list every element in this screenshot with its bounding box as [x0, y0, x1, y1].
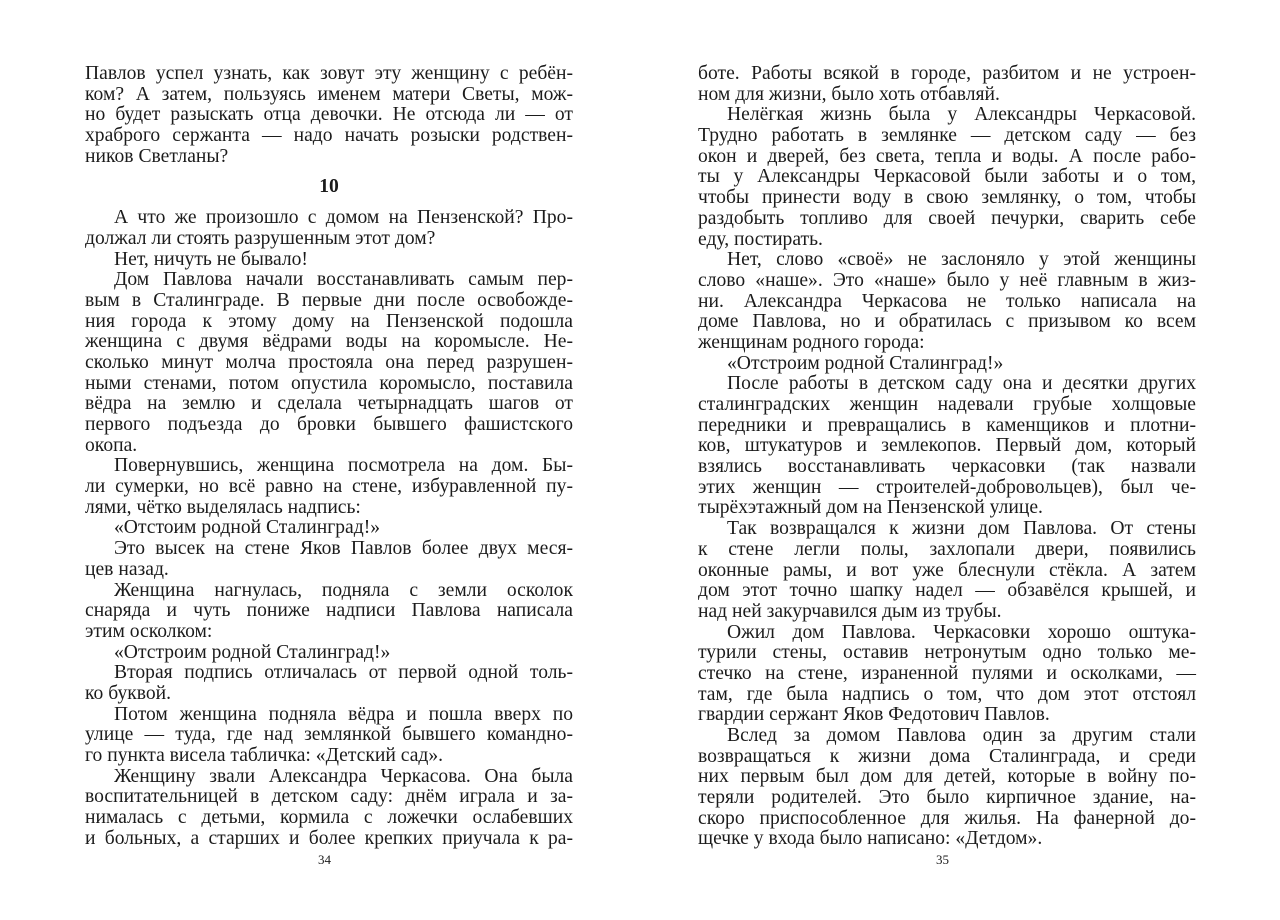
- text-line: ными стенами, потом опустила коромысло, поставила: [85, 372, 573, 394]
- text-line: турили стены, оставив нетронутым одно только ме-: [698, 642, 1196, 664]
- text-line: них первым был дом для детей, которые в войну по-: [698, 766, 1196, 788]
- text-line: ков, штукатуров и землекопов. Первый дом, который: [698, 435, 1196, 457]
- page-number-left: 34: [318, 852, 331, 867]
- text-line: еду, постирать.: [698, 228, 823, 250]
- text-line: ко буквой.: [85, 682, 172, 704]
- text-line: слово «наше». Это «наше» было у неё главным в жиз-: [698, 269, 1196, 291]
- text-line: ном для жизни, было хоть отбавляй.: [698, 83, 1000, 105]
- text-line: ников Светланы?: [85, 145, 229, 167]
- text-line: чтобы принести воду в свою землянку, о том, чтобы: [698, 187, 1196, 209]
- text-line: Повернувшись, женщина посмотрела на дом. Бы-: [114, 455, 573, 477]
- text-line: раздобыть топливо для своей печурки, сварить себе: [698, 207, 1196, 229]
- text-line: ния города к этому дому на Пензенской подошла: [85, 310, 573, 332]
- text-line: Так возвращался к жизни дом Павлова. От стены: [727, 518, 1196, 540]
- text-line: вёдра на землю и сделала четырнадцать шагов от: [85, 393, 573, 415]
- text-line: женщина с двумя вёдрами воды на коромысле. Не-: [85, 331, 573, 353]
- text-line: скоро приспособленное для жилья. На фанерной до-: [698, 807, 1196, 829]
- text-line: доме Павлова, но и обратилась с призывом ко всем: [698, 311, 1196, 333]
- text-line: вым в Сталинграде. В первые дни после освобожде-: [85, 289, 573, 311]
- text-line: к стене легли полы, захлопали двери, появились: [698, 538, 1196, 560]
- text-line: сколько минут молча простояла она перед разрушен-: [85, 351, 573, 373]
- text-line: Это высек на стене Яков Павлов более двух меся-: [114, 538, 573, 560]
- text-line: А что же произошло с домом на Пензенской? Про-: [114, 207, 573, 229]
- text-line: го пункта висела табличка: «Детский сад».: [85, 745, 444, 766]
- left-page-text: [85, 64, 573, 849]
- text-line: Женщину звали Александра Черкасова. Она была: [114, 765, 573, 787]
- text-line: щечке у входа было написано: «Детдом».: [698, 828, 1043, 850]
- text-line: передники и превращались в каменщиков и плотни-: [698, 414, 1196, 436]
- text-line: первого подъезда до бровки бывшего фашистского: [85, 414, 573, 435]
- text-line: храброго сержанта — надо начать розыски родствен-: [85, 125, 573, 147]
- right-page: [640, 0, 1280, 920]
- text-line: «Отстоим родной Сталинград!»: [114, 517, 381, 539]
- text-line: ком? А затем, пользуясь именем матери Светы, мож-: [85, 83, 573, 105]
- right-page-text: [698, 64, 1196, 850]
- page-number-right: 35: [936, 852, 949, 867]
- text-line: Женщина нагнулась, подняла с земли осколок: [114, 579, 573, 601]
- text-line: снаряда и чуть пониже надписи Павлова написала: [85, 600, 573, 622]
- text-line: ни. Александра Черкасова не только написала на: [698, 290, 1196, 312]
- text-line: боте. Работы всякой в городе, разбитом и не устроен-: [698, 63, 1196, 84]
- text-line: там, где была надпись о том, что дом этот отстоял: [698, 683, 1196, 705]
- text-line: Павлов успел узнать, как зовут эту женщину с ребён-: [85, 63, 573, 84]
- text-line: лями, чётко выделялась надпись:: [85, 496, 361, 518]
- text-line: После работы в детском саду она и десятки других: [727, 373, 1196, 395]
- text-line: женщинам родного города:: [698, 331, 925, 353]
- text-line: воспитательницей в детском саду: днём играла и за-: [85, 786, 573, 808]
- text-line: «Отстроим родной Сталинград!»: [727, 352, 1004, 374]
- text-line: Трудно работать в землянке — детском саду — без: [698, 125, 1196, 147]
- text-line: тырёхэтажный дом на Пензенской улице.: [698, 497, 1043, 519]
- text-line: улице — туда, где над землянкой бывшего командно-: [85, 724, 573, 746]
- text-line: Вторая подпись отличалась от первой одной толь-: [114, 662, 573, 684]
- text-line: должал ли стоять разрушенным этот дом?: [85, 227, 436, 249]
- text-line: гвардии сержант Яков Федотович Павлов.: [698, 704, 1050, 726]
- text-line: дом этот точно шапку надел — обзавёлся крышей, и: [698, 580, 1196, 602]
- text-line: над ней закурчавился дым из трубы.: [698, 600, 1002, 622]
- text-line: и больных, а старших и более крепких приучала к ра-: [85, 827, 573, 849]
- text-line: оконные рамы, и вот уже блеснули стёкла. А затем: [698, 559, 1196, 581]
- text-line: ты у Александры Черкасовой были заботы и о том,: [698, 166, 1196, 188]
- text-line: этих женщин — строителей-добровольцев), был че-: [698, 476, 1196, 498]
- text-line: нималась с детьми, кормила с ложечки ослабевших: [85, 807, 573, 829]
- text-line: «Отстроим родной Сталинград!»: [114, 641, 391, 663]
- text-line: Ожил дом Павлова. Черкасовки хорошо оштука-: [727, 621, 1196, 643]
- text-line: Нет, слово «своё» не заслоняло у этой женщины: [727, 249, 1196, 271]
- text-line: Нет, ничуть не бывало!: [114, 248, 308, 270]
- text-line: Потом женщина подняла вёдра и пошла вверх по: [114, 703, 573, 725]
- text-line: Вслед за домом Павлова один за другим стали: [727, 725, 1196, 746]
- text-line: Дом Павлова начали восстанавливать самым пер-: [114, 269, 573, 291]
- text-line: теряли родителей. Это было кирпичное здание, на-: [698, 787, 1196, 809]
- text-line: окопа.: [85, 434, 138, 456]
- text-line: стечко на стене, израненной пулями и осколками, —: [698, 662, 1196, 684]
- text-line: но будет разыскать отца девочки. Не отсюда ли — от: [85, 104, 573, 126]
- text-line: взялись восстанавливать черкасовки (так назвали: [698, 456, 1196, 478]
- text-line: сталинградских женщин надевали грубые холщовые: [698, 394, 1196, 415]
- chapter-number: 10: [319, 176, 339, 198]
- text-line: цев назад.: [85, 558, 169, 580]
- text-line: Нелёгкая жизнь была у Александры Черкасовой.: [727, 104, 1196, 126]
- text-line: окон и дверей, без света, тепла и воды. А после рабо-: [698, 145, 1196, 167]
- text-line: ли сумерки, но всё равно на стене, избуравленной пу-: [85, 476, 573, 498]
- text-line: возвращаться к жизни дома Сталинграда, и среди: [698, 745, 1196, 767]
- text-line: этим осколком:: [85, 620, 213, 642]
